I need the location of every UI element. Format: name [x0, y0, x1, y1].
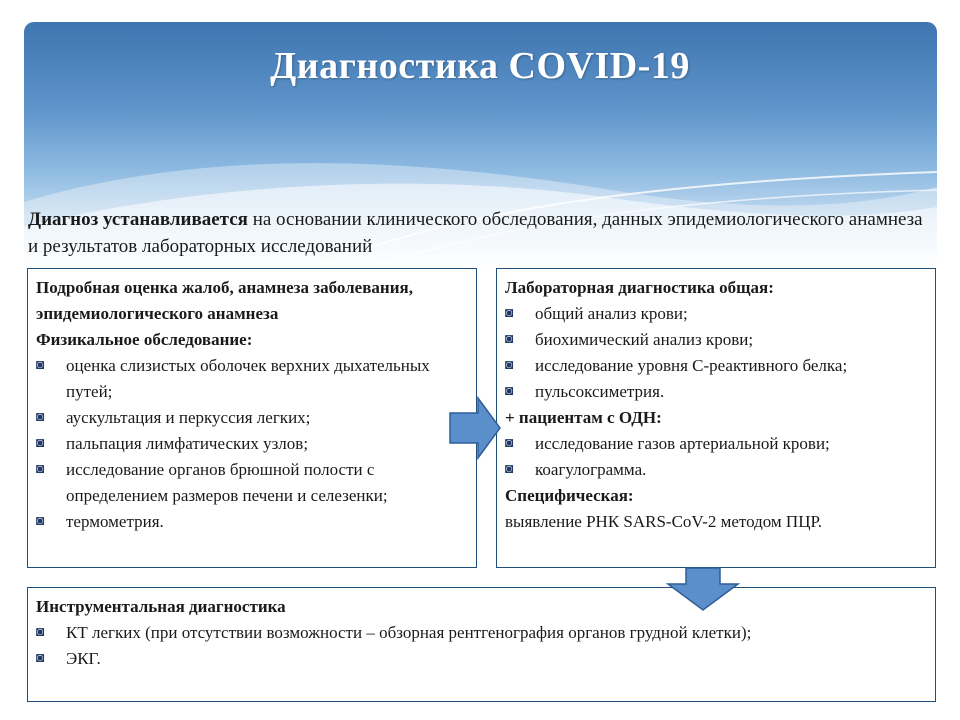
- arrow-right-icon: [448, 396, 502, 460]
- bullet-icon: ◙: [505, 462, 514, 477]
- lab-diagnostics-box: [496, 268, 936, 568]
- instrumental-header: Инструментальная диагностика: [36, 597, 286, 616]
- intro-text: [28, 206, 928, 260]
- bullet-icon: ◙: [36, 651, 45, 666]
- bullet-icon: ◙: [36, 358, 45, 373]
- list-item: ◙ биохимический анализ крови;: [505, 327, 927, 353]
- list-item: ◙ оценка слизистых оболочек верхних дыхательных путей;: [36, 353, 468, 405]
- specific-text: выявление РНК SARS-CoV-2 методом ПЦР.: [505, 512, 823, 531]
- arrow-down-icon: [666, 566, 740, 612]
- intro-bold: Диагноз устанавливается: [28, 209, 248, 230]
- page-title: Диагностика COVID-19: [270, 45, 690, 87]
- list-item: ◙ аускультация и перкуссия легких;: [36, 405, 468, 431]
- bullet-icon: ◙: [36, 514, 45, 529]
- bullet-icon: ◙: [505, 358, 514, 373]
- odn-header: + пациентам с ОДН:: [505, 408, 662, 427]
- list-item: ◙ коагулограмма.: [505, 457, 927, 483]
- list-item: ◙ КТ легких (при отсутствии возможности – обзорная рентгенография органов грудной клетки);: [36, 620, 927, 646]
- list-item: ◙ пальпация лимфатических узлов;: [36, 431, 468, 457]
- bullet-icon: ◙: [505, 332, 514, 347]
- list-item: ◙ пульсоксиметрия.: [505, 379, 927, 405]
- bullet-icon: ◙: [505, 436, 514, 451]
- clinical-exam-box: [27, 268, 477, 568]
- physical-exam-list: [36, 353, 468, 535]
- list-item: ◙ исследование газов артериальной крови;: [505, 431, 927, 457]
- list-item: ◙ общий анализ крови;: [505, 301, 927, 327]
- list-item: ◙ исследование уровня С-реактивного белка;: [505, 353, 927, 379]
- lab-general-list: [505, 301, 927, 405]
- bullet-icon: ◙: [505, 306, 514, 321]
- instrumental-list: [36, 620, 927, 672]
- clinical-header: Подробная оценка жалоб, анамнеза заболевания, эпидемиологического анамнеза: [36, 278, 413, 323]
- list-item: ◙ термометрия.: [36, 509, 468, 535]
- list-item: ◙ ЭКГ.: [36, 646, 927, 672]
- physical-exam-header: Физикальное обследование:: [36, 330, 253, 349]
- bullet-icon: ◙: [36, 436, 45, 451]
- lab-odn-list: [505, 431, 927, 483]
- bullet-icon: ◙: [36, 625, 45, 640]
- bullet-icon: ◙: [36, 462, 45, 477]
- lab-header: Лабораторная диагностика общая:: [505, 278, 774, 297]
- bullet-icon: ◙: [505, 384, 514, 399]
- list-item: ◙ исследование органов брюшной полости с определением размеров печени и селезенки;: [36, 457, 468, 509]
- instrumental-box: [27, 587, 936, 702]
- intro-rest: на основании клинического обследования, данных эпидемиологического анамнеза и результатов лабораторных исследований: [28, 209, 923, 257]
- bullet-icon: ◙: [36, 410, 45, 425]
- specific-header: Специфическая:: [505, 486, 634, 505]
